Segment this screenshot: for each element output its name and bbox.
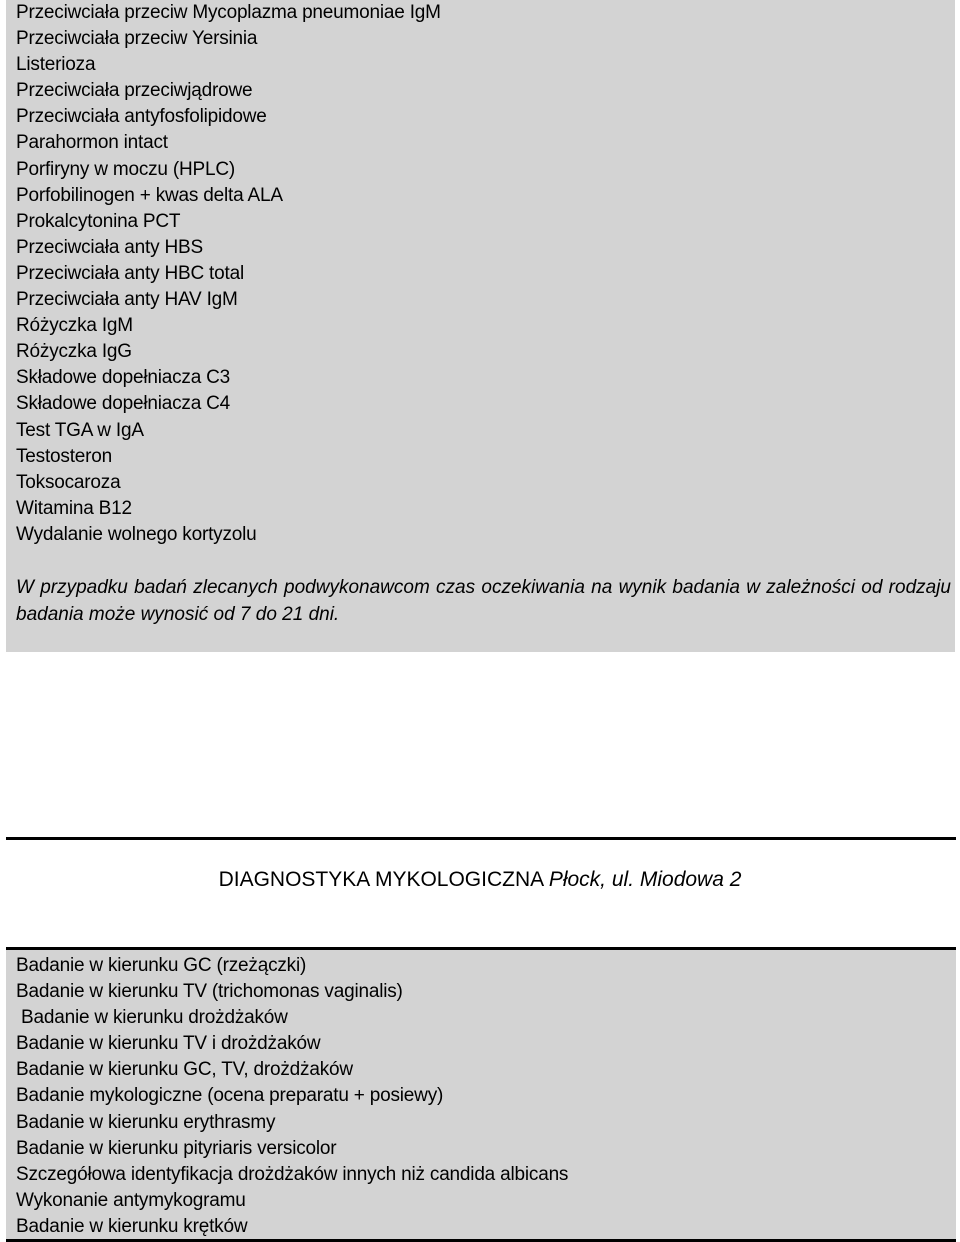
list-item: Wykonanie antymykogramu — [16, 1189, 246, 1211]
list-item: Witamina B12 — [16, 497, 132, 519]
heading-location: Płock, ul. Miodowa 2 — [548, 868, 742, 891]
list-item: Wydalanie wolnego kortyzolu — [16, 523, 257, 545]
mycology-list-panel — [6, 950, 956, 1239]
list-item: Przeciwciała antyfosfolipidowe — [16, 106, 267, 128]
list-item: Badanie w kierunku GC (rzeżączki) — [16, 955, 307, 976]
list-item: Prokalcytonina PCT — [16, 210, 181, 232]
list-item: Przeciwciała anty HBS — [16, 236, 203, 258]
list-item: Parahormon intact — [16, 132, 168, 154]
list-item: Przeciwciała przeciw Yersinia — [16, 28, 258, 50]
list-item: Badanie w kierunku TV i drożdżaków — [16, 1033, 321, 1055]
list-item: Porfiryny w moczu (HPLC) — [16, 158, 236, 180]
list-item: Toksocaroza — [16, 471, 121, 493]
waiting-time-note: W przypadku badań zlecanych podwykonawcom czas oczekiwania na wynik badania w zależności od rodzaju badania może wynosić od 7 do 21 dni. — [16, 577, 951, 625]
list-item: Różyczka IgM — [16, 315, 133, 337]
list-item: Badanie w kierunku pityriaris versicolor — [16, 1137, 337, 1159]
list-item: Badanie w kierunku drożdżaków — [21, 1007, 288, 1029]
list-item: Różyczka IgG — [16, 341, 132, 363]
list-item: Badanie w kierunku erythrasmy — [16, 1111, 276, 1133]
list-item: Przeciwciała anty HBC total — [16, 262, 244, 284]
mycology-list — [16, 953, 568, 1240]
list-item: Badanie w kierunku TV (trichomonas vaginalis) — [16, 981, 403, 1003]
list-item: Test TGA w IgA — [16, 419, 144, 441]
list-item: Testosteron — [16, 445, 113, 467]
divider — [6, 837, 956, 840]
list-item: Składowe dopełniacza C4 — [16, 393, 231, 415]
list-item: Listerioza — [16, 54, 96, 76]
list-item: Przeciwciała przeciw Mycoplazma pneumoniae IgM — [16, 2, 441, 23]
list-item: Szczegółowa identyfikacja drożdżaków innych niż candida albicans — [16, 1163, 569, 1185]
list-item: Przeciwciała przeciwjądrowe — [16, 80, 253, 102]
test-list-panel — [6, 0, 955, 652]
list-item: Badanie mykologiczne (ocena preparatu + posiewy) — [16, 1085, 444, 1107]
test-list — [16, 0, 441, 548]
list-item: Składowe dopełniacza C3 — [16, 367, 231, 389]
list-item: Badanie w kierunku krętków — [16, 1215, 248, 1237]
list-item: Porfobilinogen + kwas delta ALA — [16, 184, 283, 206]
section-heading — [0, 868, 960, 892]
heading-title: DIAGNOSTYKA MYKOLOGICZNA — [218, 868, 543, 891]
list-item: Przeciwciała anty HAV IgM — [16, 289, 238, 311]
list-item: Badanie w kierunku GC, TV, drożdżaków — [16, 1059, 353, 1081]
